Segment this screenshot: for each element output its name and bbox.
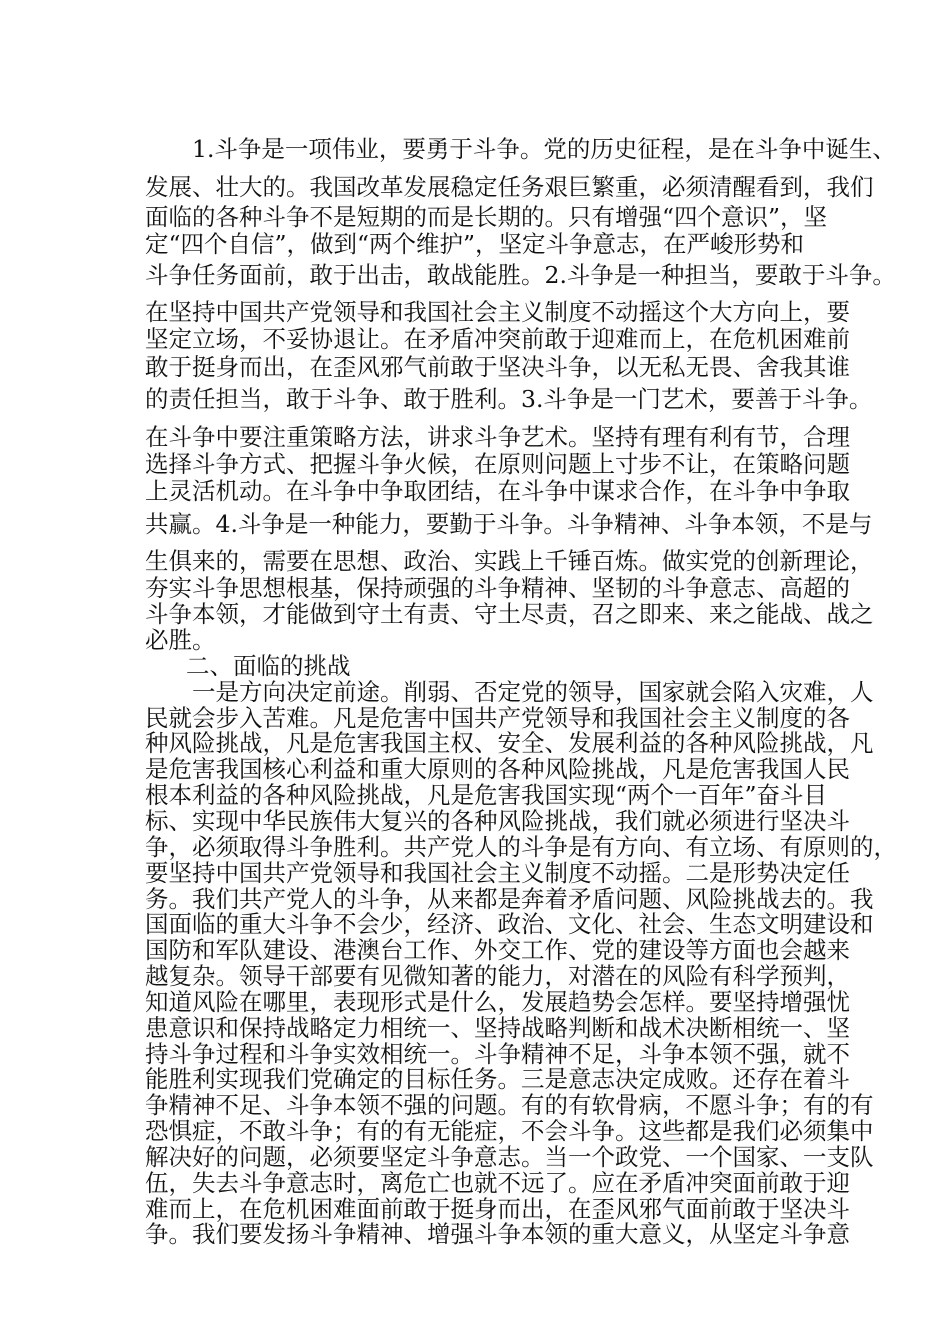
text-line: 要坚持中国共产党领导和我国社会主义制度不动摇。二是形势决定任 bbox=[145, 859, 850, 887]
text-line: 恐惧症，不敢斗争；有的有无能症，不会斗争。这些都是我们必须集中 bbox=[145, 1117, 874, 1145]
text-line: 面临的各种斗争不是短期的而是长期的。只有增强“四个意识”，坚 bbox=[145, 203, 828, 231]
text-line: 能胜利实现我们党确定的目标任务。三是意志决定成败。还存在着斗 bbox=[145, 1065, 850, 1093]
text-line: 持斗争过程和斗争实效相统一。斗争精神不足，斗争本领不强，就不 bbox=[145, 1040, 850, 1068]
text-line: 伍，失去斗争意志时，离危亡也就不远了。应在矛盾冲突面前敢于迎 bbox=[145, 1169, 850, 1197]
text-line: 斗争本领，才能做到守土有责、守土尽责，召之即来、来之能战、战之 bbox=[145, 600, 874, 628]
text-line: 1.斗争是一项伟业，要勇于斗争。党的历史征程，是在斗争中诞生、 bbox=[192, 135, 896, 163]
text-line: 患意识和保持战略定力相统一、坚持战略判断和战术决断相统一、坚 bbox=[145, 1014, 850, 1042]
text-line: 在坚持中国共产党领导和我国社会主义制度不动摇这个大方向上，要 bbox=[145, 298, 850, 326]
text-line: 国面临的重大斗争不会少，经济、政治、文化、社会、生态文明建设和 bbox=[145, 910, 874, 938]
text-line: 斗争任务面前，敢于出击，敢战能胜。2.斗争是一种担当，要敢于斗争。 bbox=[145, 261, 896, 289]
text-line: 共赢。4.斗争是一种能力，要勤于斗争。斗争精神、斗争本领，不是与 bbox=[145, 510, 873, 538]
text-line: 选择斗争方式、把握斗争火候，在原则问题上寸步不让，在策略问题 bbox=[145, 450, 850, 478]
text-line: 敢于挺身而出，在歪风邪气前敢于坚决斗争，以无私无畏、舍我其谁 bbox=[145, 353, 850, 381]
text-line: 争精神不足、斗争本领不强的问题。有的有软骨病，不愿斗争；有的有 bbox=[145, 1091, 874, 1119]
text-line: 民就会步入苦难。凡是危害中国共产党领导和我国社会主义制度的各 bbox=[145, 704, 850, 732]
text-line: 的责任担当，敢于斗争、敢于胜利。3.斗争是一门艺术，要善于斗争。 bbox=[145, 385, 873, 413]
section-heading: 二、面临的挑战 bbox=[186, 652, 351, 680]
text-line: 定“四个自信”，做到“两个维护”，坚定斗争意志，在严峻形势和 bbox=[145, 230, 805, 258]
text-line: 一是方向决定前途。削弱、否定党的领导，国家就会陷入灾难，人 bbox=[192, 678, 874, 706]
text-line: 必胜。 bbox=[145, 626, 216, 654]
text-line: 标、实现中华民族伟大复兴的各种风险挑战，我们就必须进行坚决斗 bbox=[145, 807, 850, 835]
text-line: 解决好的问题，必须要坚定斗争意志。当一个政党、一个国家、一支队 bbox=[145, 1143, 874, 1171]
text-line: 是危害我国核心利益和重大原则的各种风险挑战，凡是危害我国人民 bbox=[145, 755, 850, 783]
text-line: 国防和军队建设、港澳台工作、外交工作、党的建设等方面也会越来 bbox=[145, 936, 850, 964]
text-line: 在斗争中要注重策略方法，讲求斗争艺术。坚持有理有利有节，合理 bbox=[145, 423, 850, 451]
text-line: 上灵活机动。在斗争中争取团结，在斗争中谋求合作，在斗争中争取 bbox=[145, 477, 850, 505]
text-line: 务。我们共产党人的斗争，从来都是奔着矛盾问题、风险挑战去的。我 bbox=[145, 885, 874, 913]
text-line: 根本利益的各种风险挑战，凡是危害我国实现“两个一百年”奋斗目 bbox=[145, 781, 828, 809]
text-line: 夯实斗争思想根基，保持顽强的斗争精神、坚韧的斗争意志、高超的 bbox=[145, 574, 850, 602]
text-line: 难而上，在危机困难面前敢于挺身而出，在歪风邪气面前敢于坚决斗 bbox=[145, 1195, 850, 1223]
text-line: 争。我们要发扬斗争精神、增强斗争本领的重大意义，从坚定斗争意 bbox=[145, 1220, 850, 1248]
text-line: 生俱来的，需要在思想、政治、实践上千锤百炼。做实党的创新理论， bbox=[145, 547, 874, 575]
text-line: 越复杂。领导干部要有见微知著的能力，对潜在的风险有科学预判， bbox=[145, 962, 850, 990]
text-line: 种风险挑战，凡是危害我国主权、安全、发展利益的各种风险挑战，凡 bbox=[145, 729, 874, 757]
text-line: 知道风险在哪里，表现形式是什么，发展趋势会怎样。要坚持增强忧 bbox=[145, 988, 850, 1016]
text-line: 坚定立场，不妥协退让。在矛盾冲突前敢于迎难而上，在危机困难前 bbox=[145, 325, 850, 353]
text-line: 争，必须取得斗争胜利。共产党人的斗争是有方向、有立场、有原则的， bbox=[145, 833, 897, 861]
text-line: 发展、壮大的。我国改革发展稳定任务艰巨繁重，必须清醒看到，我们 bbox=[145, 173, 874, 201]
